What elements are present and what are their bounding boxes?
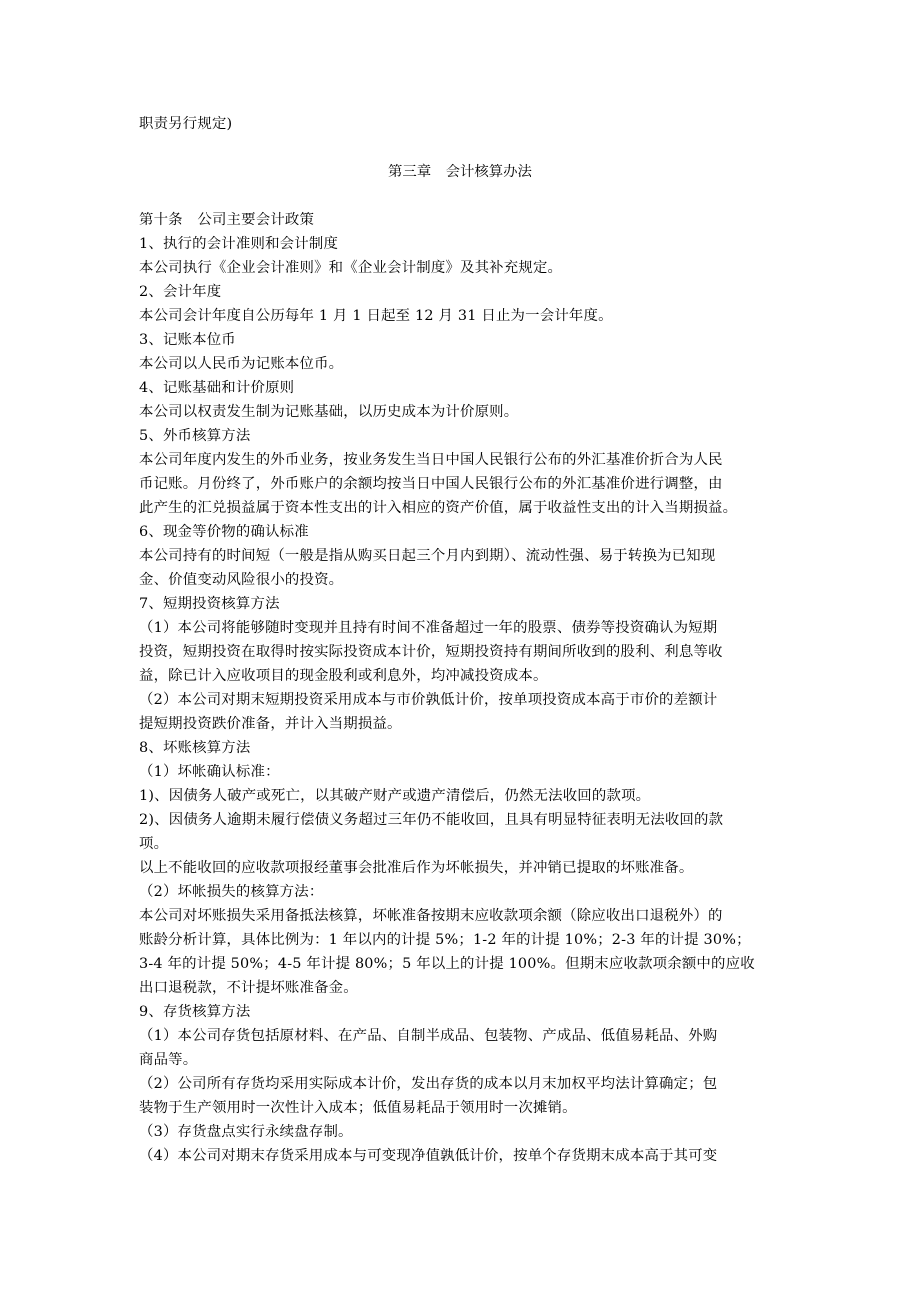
section-heading: 8、坏账核算方法 xyxy=(139,740,251,756)
section-heading: 3、记账本位币 xyxy=(139,332,236,348)
section-heading: 6、现金等价物的确认标准 xyxy=(139,524,309,540)
paragraph-line: （1）本公司将能够随时变现并且持有时间不准备超过一年的股票、债券等投资确认为短期 xyxy=(139,620,718,636)
paragraph-line: 本公司年度内发生的外币业务，按业务发生当日中国人民银行公布的外汇基准价折合为人民 xyxy=(139,452,723,468)
chapter-title: 第三章 会计核算办法 xyxy=(388,164,532,180)
section-heading: 7、短期投资核算方法 xyxy=(139,596,280,612)
section-heading: 1、执行的会计准则和会计制度 xyxy=(139,236,339,252)
paragraph-line: 项。 xyxy=(139,836,169,852)
paragraph-line: 3-4 年的计提 50%；4-5 年计提 80%；5 年以上的计提 100%。但期末应收款项余额中的应收 xyxy=(139,956,755,972)
subsection-heading: （2）坏帐损失的核算方法： xyxy=(139,884,324,900)
paragraph-line: 益，除已计入应收项目的现金股利或利息外，均冲减投资成本。 xyxy=(139,668,548,684)
paragraph-line: （1）本公司存货包括原材料、在产品、自制半成品、包装物、产成品、低值易耗品、外购 xyxy=(139,1028,718,1044)
section-heading: 2、会计年度 xyxy=(139,284,222,300)
paragraph-line: 本公司持有的时间短（一般是指从购买日起三个月内到期）、流动性强、易于转换为已知现 xyxy=(139,548,716,564)
article-title: 第十条 公司主要会计政策 xyxy=(139,212,315,228)
section-heading: 9、存货核算方法 xyxy=(139,1004,251,1020)
paragraph-line: （3）存货盘点实行永续盘存制。 xyxy=(139,1124,353,1140)
paragraph-line: 本公司以权责发生制为记账基础，以历史成本为计价原则。 xyxy=(139,404,519,420)
paragraph-line: 2)、因债务人逾期未履行偿债义务超过三年仍不能收回，且具有明显特征表明无法收回的款 xyxy=(139,812,724,828)
paragraph-line: 装物于生产领用时一次性计入成本；低值易耗品于领用时一次摊销。 xyxy=(139,1100,577,1116)
paragraph-line: 以上不能收回的应收款项报经董事会批准后作为坏帐损失，并冲销已提取的坏账准备。 xyxy=(139,860,694,876)
paragraph-line: 本公司会计年度自公历每年 1 月 1 日起至 12 月 31 日止为一会计年度。 xyxy=(139,308,613,324)
paragraph-line: （2）本公司对期末短期投资采用成本与市价孰低计价，按单项投资成本高于市价的差额计 xyxy=(139,692,718,708)
section-heading: 4、记账基础和计价原则 xyxy=(139,380,295,396)
paragraph-line: 出口退税款，不计提坏账准备金。 xyxy=(139,980,358,996)
paragraph-line: （2）公司所有存货均采用实际成本计价，发出存货的成本以月末加权平均法计算确定；包 xyxy=(139,1076,718,1092)
paragraph-line: （4）本公司对期末存货采用成本与可变现净值孰低计价，按单个存货期末成本高于其可变 xyxy=(139,1148,718,1164)
paragraph-line: 本公司对坏账损失采用备抵法核算，坏帐准备按期末应收款项余额（除应收出口退税外）的 xyxy=(139,908,723,924)
paragraph-line: 金、价值变动风险很小的投资。 xyxy=(139,572,344,588)
paragraph-line: 币记账。月份终了，外币账户的余额均按当日中国人民银行公布的外汇基准价进行调整，由 xyxy=(139,476,723,492)
continuation-line: 职责另行规定) xyxy=(139,116,233,132)
section-heading: 5、外币核算方法 xyxy=(139,428,251,444)
paragraph-line: 商品等。 xyxy=(139,1052,198,1068)
paragraph-line: 本公司执行《企业会计准则》和《企业会计制度》及其补充规定。 xyxy=(139,260,563,276)
paragraph-line: 1)、因债务人破产或死亡，以其破产财产或遗产清偿后，仍然无法收回的款项。 xyxy=(139,788,651,804)
paragraph-line: 投资，短期投资在取得时按实际投资成本计价，短期投资持有期间所收到的股利、利息等收 xyxy=(139,644,723,660)
subsection-heading: （1）坏帐确认标准： xyxy=(139,764,280,780)
paragraph-line: 本公司以人民币为记账本位币。 xyxy=(139,356,344,372)
paragraph-line: 提短期投资跌价准备，并计入当期损益。 xyxy=(139,716,402,732)
paragraph-line: 账龄分析计算，具体比例为：1 年以内的计提 5%；1-2 年的计提 10%；2-3 年的计提 30%； xyxy=(139,932,751,948)
paragraph-line: 此产生的汇兑损益属于资本性支出的计入相应的资产价值，属于收益性支出的计入当期损益。 xyxy=(139,500,738,516)
